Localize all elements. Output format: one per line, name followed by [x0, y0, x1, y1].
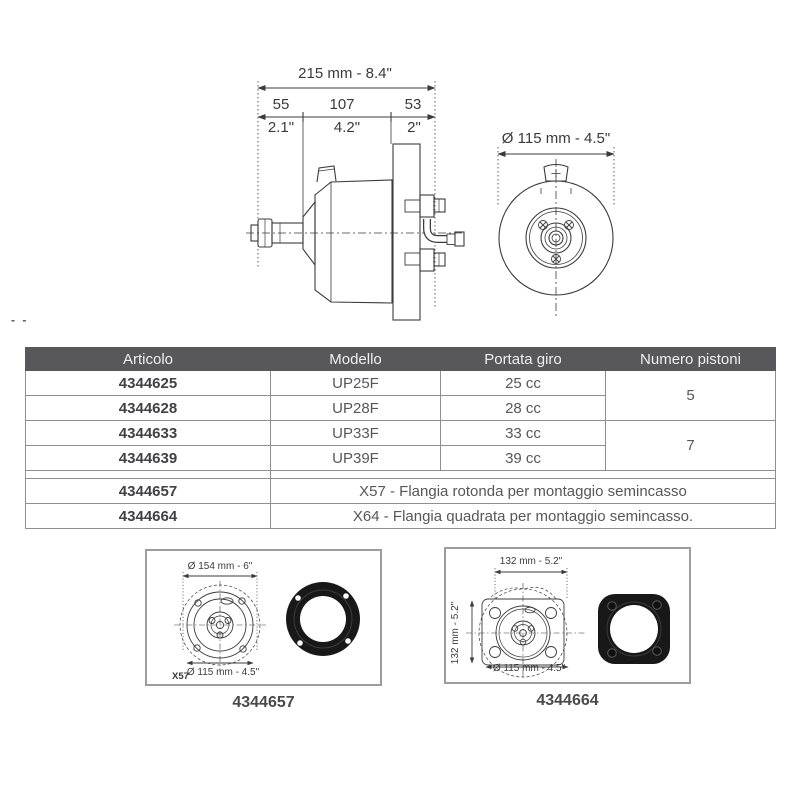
cell-portata: 39 cc — [441, 446, 606, 471]
table-header-row — [26, 348, 776, 371]
dim-flange-od: Ø 154 mm - 6" — [187, 561, 253, 572]
round-flange-box — [145, 549, 382, 686]
product-spec-table — [25, 347, 776, 529]
cell-articolo: 4344639 — [26, 446, 271, 471]
cell-modello: UP33F — [271, 421, 441, 446]
dim-seg-2-1in: 2.1" — [267, 119, 295, 136]
cell-articolo: 4344625 — [26, 371, 271, 396]
col-header-modello: Modello — [271, 348, 441, 371]
spec-table-wrap — [25, 347, 775, 529]
square-flange-drawing — [446, 549, 689, 682]
pump-technical-drawing — [0, 55, 800, 350]
dim-seg-53: 53 — [404, 96, 422, 113]
flange-variant-label: X57 — [172, 671, 189, 682]
round-flange-drawing — [147, 551, 380, 684]
cell-articolo: 4344628 — [26, 396, 271, 421]
col-header-numero-pistoni: Numero pistoni — [606, 348, 776, 371]
square-flange-box — [444, 547, 691, 684]
dim-flange-height: 132 mm - 5.2" — [450, 601, 461, 665]
spacer-cell — [26, 471, 271, 479]
cell-articolo: 4344633 — [26, 421, 271, 446]
table-row — [26, 421, 776, 446]
table-row — [26, 371, 776, 396]
round-flange-part-number: 4344657 — [232, 694, 295, 711]
cell-pistoni-5: 5 — [606, 371, 776, 421]
dim-seg-4-2in: 4.2" — [333, 119, 361, 136]
cell-flange-desc: X57 - Flangia rotonda per montaggio semincasso — [271, 479, 776, 504]
cell-portata: 28 cc — [441, 396, 606, 421]
cell-modello: UP25F — [271, 371, 441, 396]
dim-flange-id: Ø 115 mm - 4.5" — [492, 663, 566, 674]
square-flange-photo — [598, 594, 670, 664]
stray-dash-marks: - - — [11, 313, 29, 327]
dim-seg-2in: 2" — [407, 119, 421, 136]
round-flange-photo — [286, 582, 360, 656]
cell-modello: UP28F — [271, 396, 441, 421]
front-view-drawing — [498, 130, 614, 319]
cell-portata: 33 cc — [441, 421, 606, 446]
table-row — [26, 479, 776, 504]
dim-seg-55: 55 — [272, 96, 290, 113]
cell-portata: 25 cc — [441, 371, 606, 396]
table-row — [26, 504, 776, 529]
cell-pistoni-7: 7 — [606, 421, 776, 471]
side-view-drawing — [246, 65, 464, 320]
cell-flange-desc: X64 - Flangia quadrata per montaggio semincasso. — [271, 504, 776, 529]
square-flange-part-number: 4344664 — [536, 692, 599, 709]
dim-flange-id: Ø 115 mm - 4.5" — [186, 667, 260, 678]
dim-flange-width: 132 mm - 5.2" — [499, 556, 563, 567]
spacer-cell — [271, 471, 776, 479]
dim-seg-107: 107 — [329, 96, 355, 113]
col-header-articolo: Articolo — [26, 348, 271, 371]
cell-articolo: 4344657 — [26, 479, 271, 504]
table-spacer-row — [26, 471, 776, 479]
dim-total-length: 215 mm - 8.4" — [298, 65, 392, 82]
cell-articolo: 4344664 — [26, 504, 271, 529]
cell-modello: UP39F — [271, 446, 441, 471]
col-header-portata-giro: Portata giro — [441, 348, 606, 371]
dim-front-diameter: Ø 115 mm - 4.5" — [501, 130, 611, 147]
